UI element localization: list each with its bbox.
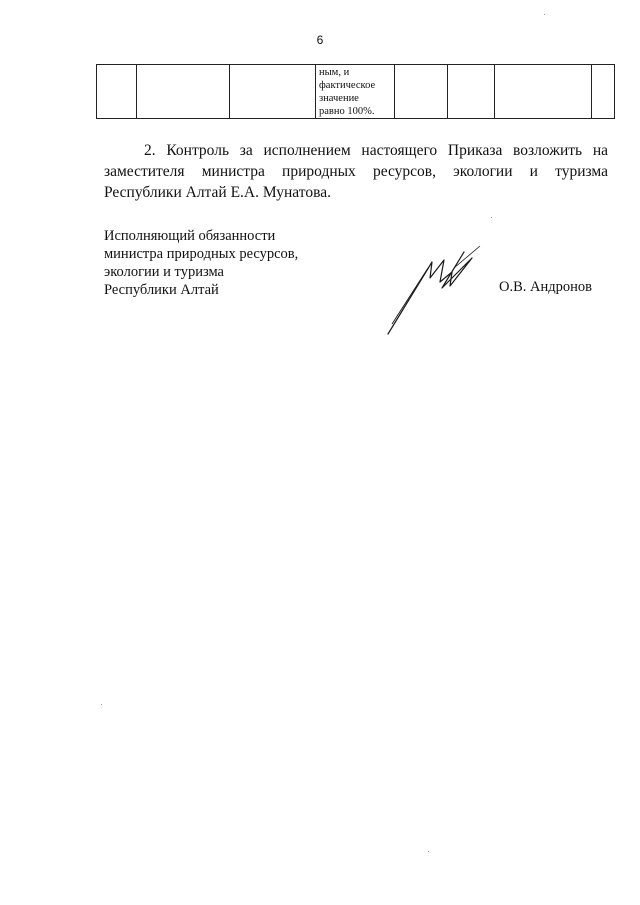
signer-line: Республики Алтай bbox=[104, 282, 219, 298]
signer-line: экологии и туризма bbox=[104, 264, 224, 280]
control-paragraph bbox=[104, 140, 608, 203]
page-number: 6 bbox=[316, 33, 324, 47]
scan-speck bbox=[428, 851, 429, 852]
paragraph-text: 2. Контроль за исполнением настоящего Приказа возложить на заместителя министра природных ресурсов, экологии и туризма Республики Алтай Е.А. Мунатова. bbox=[104, 142, 608, 201]
handwritten-signature bbox=[380, 238, 490, 338]
continuation-table bbox=[96, 64, 615, 119]
table-cell bbox=[97, 65, 137, 119]
signer-name: О.В. Андронов bbox=[499, 279, 592, 295]
table-cell bbox=[230, 65, 316, 119]
cell-line: равно 100%. bbox=[319, 106, 375, 117]
table-cell bbox=[137, 65, 230, 119]
signer-line: Исполняющий обязанности bbox=[104, 228, 276, 244]
table-cell bbox=[495, 65, 592, 119]
table-cell-text bbox=[316, 65, 395, 119]
scan-speck bbox=[491, 217, 492, 218]
table-cell bbox=[592, 65, 615, 119]
signer-line: министра природных ресурсов, bbox=[104, 246, 299, 262]
scan-speck bbox=[101, 704, 102, 705]
cell-line: ным, и bbox=[319, 67, 350, 78]
scan-speck bbox=[544, 14, 545, 15]
table-cell bbox=[448, 65, 495, 119]
signer-title-block bbox=[104, 227, 298, 299]
cell-line: значение bbox=[319, 93, 359, 104]
cell-line: фактическое bbox=[319, 80, 376, 91]
table-row bbox=[97, 65, 615, 119]
table-cell bbox=[395, 65, 448, 119]
